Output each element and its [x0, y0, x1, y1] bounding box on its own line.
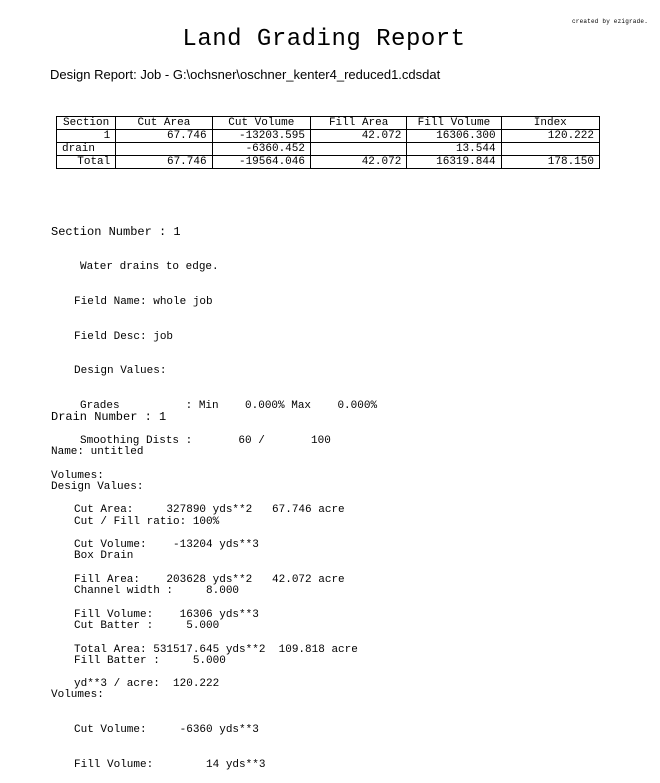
grades-line: Grades : Min 0.000% Max 0.000%	[80, 400, 378, 413]
table-row	[57, 143, 600, 156]
volume-line: Cut Area: 327890 yds**2 67.746 acre	[74, 504, 345, 517]
column-header: Fill Area	[310, 117, 406, 130]
table-cell	[501, 143, 599, 156]
section-heading: Section Number : 1	[51, 225, 181, 240]
table-cell: -19564.046	[212, 156, 310, 169]
table-cell: 13.544	[407, 143, 501, 156]
table-cell: 42.072	[310, 156, 406, 169]
table-cell: Total	[57, 156, 116, 169]
volumes-label: Volumes:	[51, 689, 104, 702]
column-header: Fill Volume	[407, 117, 501, 130]
table-cell: 120.222	[501, 130, 599, 143]
design-line: Cut / Fill ratio: 100%	[74, 515, 220, 528]
table-cell: -13203.595	[212, 130, 310, 143]
table-cell: 67.746	[116, 130, 212, 143]
table-cell: 67.746	[116, 156, 212, 169]
design-line: Box Drain	[74, 550, 134, 563]
design-values-label: Design Values:	[51, 480, 144, 493]
table-cell	[310, 143, 406, 156]
table-row	[57, 156, 600, 169]
table-cell: 1	[57, 130, 116, 143]
volume-line: Cut Volume: -13204 yds**3	[74, 539, 259, 552]
drain-details	[51, 389, 265, 783]
column-header: Cut Volume	[212, 117, 310, 130]
table-cell: -6360.452	[212, 143, 310, 156]
report-title: Land Grading Report	[182, 26, 466, 53]
drain-heading: Drain Number : 1	[51, 410, 167, 425]
credit-note: created by ezigrade.	[571, 18, 648, 25]
table-cell: 42.072	[310, 130, 406, 143]
column-header: Cut Area	[116, 117, 212, 130]
section-line: Field Desc: job	[74, 330, 174, 343]
table-cell: 178.150	[501, 156, 599, 169]
volume-line: Cut Volume: -6360 yds**3	[74, 724, 259, 737]
smoothing-line: Smoothing Dists : 60 / 100	[80, 434, 331, 447]
design-line: Cut Batter : 5.000	[74, 619, 220, 632]
section-line: Field Name: whole job	[74, 295, 213, 308]
table-cell: drain	[57, 143, 116, 156]
volume-line: Fill Volume: 14 yds**3	[74, 759, 266, 771]
table-cell	[116, 143, 212, 156]
volume-line: yd**3 / acre: 120.222	[74, 678, 220, 691]
section-line: Water drains to edge.	[80, 260, 219, 273]
volume-line: Fill Volume: 16306 yds**3	[74, 608, 259, 621]
column-header: Index	[501, 117, 599, 130]
section-line: Design Values:	[74, 365, 167, 378]
summary-header-row	[57, 117, 600, 130]
drain-name: Name: untitled	[51, 445, 144, 458]
design-line: Channel width : 8.000	[74, 585, 240, 598]
table-row	[57, 130, 600, 143]
table-cell: 16306.300	[407, 130, 501, 143]
volume-line: Total Area: 531517.645 yds**2 109.818 acre	[74, 643, 358, 656]
column-header: Section	[57, 117, 116, 130]
report-subtitle: Design Report: Job - G:\ochsner\oschner_kenter4_reduced1.cdsdat	[50, 67, 441, 82]
summary-table	[56, 116, 600, 169]
design-line: Fill Batter : 5.000	[74, 654, 226, 667]
volume-line: Fill Area: 203628 yds**2 42.072 acre	[74, 574, 345, 586]
table-cell: 16319.844	[407, 156, 501, 169]
volumes-label: Volumes:	[51, 469, 104, 482]
